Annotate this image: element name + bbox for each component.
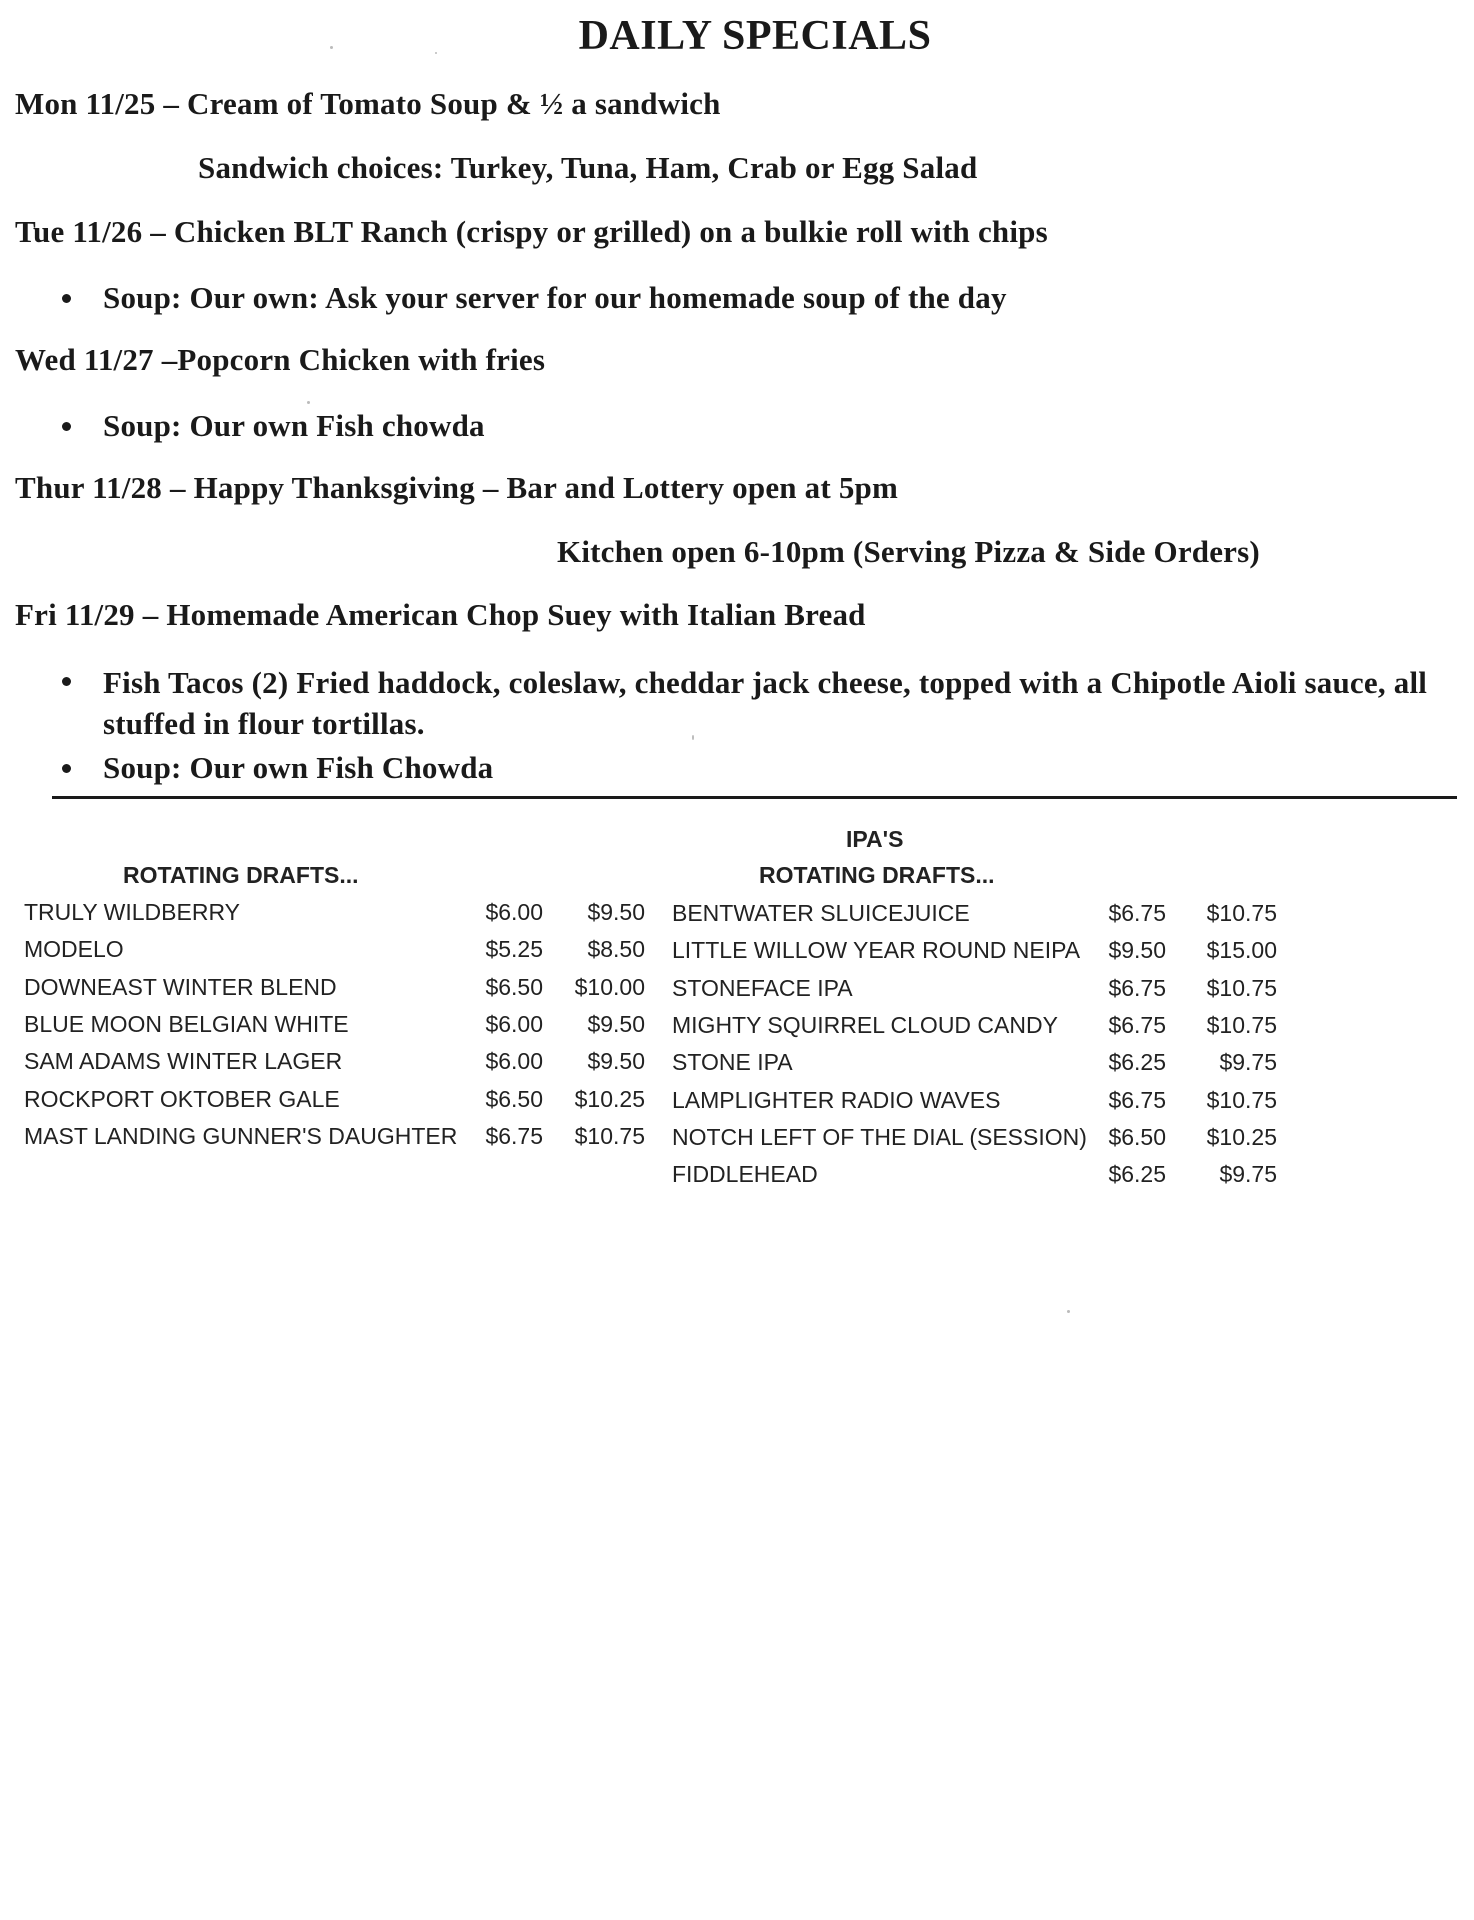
- page-title: DAILY SPECIALS: [578, 13, 932, 59]
- draft-price-small: $6.75: [1108, 1011, 1166, 1038]
- draft-price-small: $6.75: [1108, 974, 1166, 1001]
- draft-price-large: $10.25: [574, 1085, 645, 1112]
- draft-price-large: $9.50: [587, 899, 645, 925]
- bullet-icon: [62, 294, 71, 303]
- draft-row: [0, 1049, 1474, 1086]
- draft-row: [0, 1087, 1474, 1124]
- ipa-heading: IPA'S: [846, 826, 904, 852]
- draft-name: DOWNEAST WINTER BLEND: [24, 973, 337, 1000]
- draft-name: TRULY WILDBERRY: [24, 899, 240, 925]
- scan-speck: [692, 735, 694, 740]
- fish-tacos: Fish Tacos (2) Fried haddock, coleslaw, cheddar jack cheese, topped with a Chipotle Aioli sauce, all stuffed in flour tortillas.: [103, 665, 1428, 741]
- draft-row: [0, 1012, 1474, 1049]
- draft-name: LAMPLIGHTER RADIO WAVES: [672, 1086, 1001, 1113]
- draft-price-large: $9.50: [587, 1010, 645, 1037]
- draft-price-large: $10.75: [1206, 974, 1277, 1001]
- draft-row: [0, 937, 1474, 974]
- tuesday-soup: Soup: Our own: Ask your server for our homemade soup of the day: [103, 280, 1007, 315]
- draft-name: LITTLE WILLOW YEAR ROUND NEIPA: [672, 937, 1081, 964]
- draft-price-large: $10.75: [1206, 1086, 1277, 1113]
- draft-price-small: $6.00: [485, 899, 543, 925]
- draft-row: [0, 900, 1474, 937]
- special-wednesday: Wed 11/27 –Popcorn Chicken with fries: [15, 342, 546, 377]
- draft-price-large: $10.75: [574, 1122, 645, 1149]
- draft-price-large: $10.75: [1206, 900, 1277, 926]
- draft-price-small: $6.00: [485, 1048, 543, 1075]
- scan-speck: [330, 46, 333, 49]
- draft-name: MODELO: [24, 936, 124, 963]
- draft-name: BENTWATER SLUICEJUICE: [672, 900, 970, 926]
- draft-price-small: $6.00: [485, 1010, 543, 1037]
- draft-price-small: $6.75: [485, 1122, 543, 1149]
- bullet-icon: [62, 764, 71, 773]
- draft-price-small: $6.75: [1108, 900, 1166, 926]
- special-thursday: Thur 11/28 – Happy Thanksgiving – Bar and Lottery open at 5pm: [15, 470, 899, 505]
- scan-speck: [435, 52, 437, 54]
- special-tuesday: Tue 11/26 – Chicken BLT Ranch (crispy or grilled) on a bulkie roll with chips: [15, 214, 1048, 249]
- right-drafts-heading: ROTATING DRAFTS...: [759, 862, 995, 888]
- bullet-icon: [62, 422, 71, 431]
- draft-price-large: $10.25: [1206, 1123, 1277, 1150]
- draft-price-small: $6.25: [1108, 1161, 1166, 1188]
- draft-price-small: $6.50: [485, 1085, 543, 1112]
- draft-price-large: $10.75: [1206, 1011, 1277, 1038]
- draft-price-large: $9.75: [1219, 1161, 1277, 1188]
- draft-price-small: $9.50: [1108, 937, 1166, 964]
- sandwich-choices: Sandwich choices: Turkey, Tuna, Ham, Crab or Egg Salad: [198, 150, 978, 185]
- draft-price-small: $6.25: [1108, 1049, 1166, 1076]
- draft-price-small: $6.50: [1108, 1123, 1166, 1150]
- draft-row: [0, 975, 1474, 1012]
- special-friday: Fri 11/29 – Homemade American Chop Suey with Italian Bread: [15, 597, 866, 632]
- draft-name: NOTCH LEFT OF THE DIAL (SESSION): [672, 1123, 1087, 1150]
- draft-name: STONE IPA: [672, 1049, 793, 1076]
- draft-price-small: $6.75: [1108, 1086, 1166, 1113]
- draft-price-large: $9.50: [587, 1048, 645, 1075]
- draft-name: MIGHTY SQUIRREL CLOUD CANDY: [672, 1011, 1058, 1038]
- draft-price-large: $15.00: [1206, 937, 1277, 964]
- scan-speck: [307, 401, 310, 404]
- draft-name: STONEFACE IPA: [672, 974, 853, 1001]
- special-monday: Mon 11/25 – Cream of Tomato Soup & ½ a sandwich: [15, 86, 721, 121]
- draft-price-large: $10.00: [574, 973, 645, 1000]
- draft-name: BLUE MOON BELGIAN WHITE: [24, 1010, 349, 1037]
- scan-speck: [1067, 1310, 1070, 1313]
- draft-price-small: $6.50: [485, 973, 543, 1000]
- draft-row: [0, 1161, 1474, 1198]
- draft-row: [0, 1124, 1474, 1161]
- draft-name: FIDDLEHEAD: [672, 1161, 818, 1188]
- section-divider: [52, 796, 1457, 799]
- left-drafts-heading: ROTATING DRAFTS...: [123, 862, 359, 888]
- draft-price-small: $5.25: [485, 936, 543, 963]
- draft-name: MAST LANDING GUNNER'S DAUGHTER: [24, 1122, 458, 1149]
- bullet-icon: [62, 677, 71, 686]
- draft-name: ROCKPORT OKTOBER GALE: [24, 1085, 340, 1112]
- draft-price-large: $8.50: [587, 936, 645, 963]
- kitchen-hours: Kitchen open 6-10pm (Serving Pizza & Side Orders): [557, 534, 1260, 569]
- friday-soup: Soup: Our own Fish Chowda: [103, 750, 494, 785]
- draft-name: SAM ADAMS WINTER LAGER: [24, 1048, 343, 1075]
- draft-price-large: $9.75: [1219, 1049, 1277, 1076]
- wednesday-soup: Soup: Our own Fish chowda: [103, 408, 485, 443]
